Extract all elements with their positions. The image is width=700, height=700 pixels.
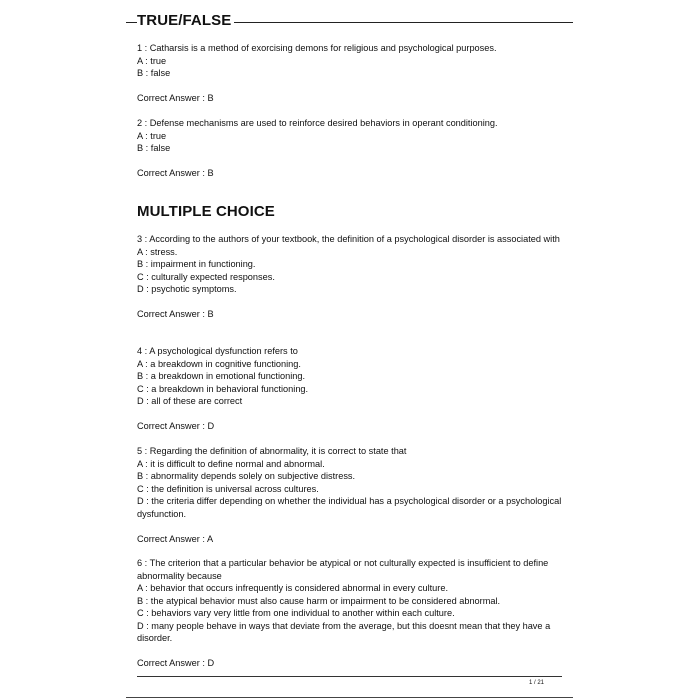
option: B : the atypical behavior must also cause harm or impairment to be considered abnormal. bbox=[137, 595, 501, 606]
option: C : a breakdown in behavioral functioning. bbox=[137, 383, 309, 394]
question-stem: 5 : Regarding the definition of abnormality, it is correct to state that bbox=[137, 446, 407, 456]
option: A : behavior that occurs infrequently is considered abnormal in every culture. bbox=[137, 583, 449, 593]
correct-answer: Correct Answer : B bbox=[137, 93, 214, 103]
option: D : many people behave in ways that deviate from the average, but this doesnt mean that they have a disorder. bbox=[137, 620, 551, 643]
option: B : a breakdown in emotional functioning. bbox=[137, 371, 306, 381]
option: B : abnormality depends solely on subjective distress. bbox=[137, 471, 356, 481]
page-number: 1 / 21 bbox=[529, 680, 545, 686]
option: A : stress. bbox=[137, 246, 178, 257]
option: C : behaviors vary very little from one individual to another within each culture. bbox=[137, 608, 455, 618]
section-heading-true-false: TRUE/FALSE bbox=[137, 12, 234, 30]
question-stem: 1 : Catharsis is a method of exorcising demons for religious and psychological purposes. bbox=[137, 43, 497, 53]
footer-rule bbox=[137, 676, 562, 677]
question-stem: 6 : The criterion that a particular behavior be atypical or not culturally expected is insufficient to define abnormality because bbox=[137, 558, 549, 581]
option: B : false bbox=[137, 143, 171, 153]
question-5 bbox=[137, 445, 567, 545]
bottom-rule bbox=[126, 697, 573, 698]
correct-answer: Correct Answer : A bbox=[137, 533, 214, 544]
question-1 bbox=[137, 42, 567, 105]
question-4 bbox=[137, 345, 567, 433]
question-6 bbox=[137, 557, 567, 670]
question-2 bbox=[137, 117, 567, 180]
question-stem: 2 : Defense mechanisms are used to reinforce desired behaviors in operant conditioning. bbox=[137, 118, 498, 128]
option: A : it is difficult to define normal and abnormal. bbox=[137, 458, 325, 469]
correct-answer: Correct Answer : D bbox=[137, 658, 215, 668]
option: A : a breakdown in cognitive functioning. bbox=[137, 358, 301, 369]
section-heading-multiple-choice: MULTIPLE CHOICE bbox=[137, 203, 278, 221]
option: A : true bbox=[137, 130, 167, 141]
option: D : all of these are correct bbox=[137, 396, 243, 406]
option: D : the criteria differ depending on whether the individual has a psychological disorder or a psychological dysfunction. bbox=[137, 496, 562, 519]
question-stem: 4 : A psychological dysfunction refers to bbox=[137, 346, 298, 356]
correct-answer: Correct Answer : B bbox=[137, 309, 214, 319]
option: B : false bbox=[137, 68, 171, 78]
option: A : true bbox=[137, 55, 167, 66]
correct-answer: Correct Answer : D bbox=[137, 421, 215, 431]
option: C : the definition is universal across cultures. bbox=[137, 483, 319, 494]
option: D : psychotic symptoms. bbox=[137, 284, 237, 294]
question-3 bbox=[137, 233, 567, 321]
option: C : culturally expected responses. bbox=[137, 271, 275, 282]
option: B : impairment in functioning. bbox=[137, 259, 256, 269]
question-stem: 3 : According to the authors of your textbook, the definition of a psychological disorder is associated with bbox=[137, 234, 560, 244]
correct-answer: Correct Answer : B bbox=[137, 168, 214, 178]
